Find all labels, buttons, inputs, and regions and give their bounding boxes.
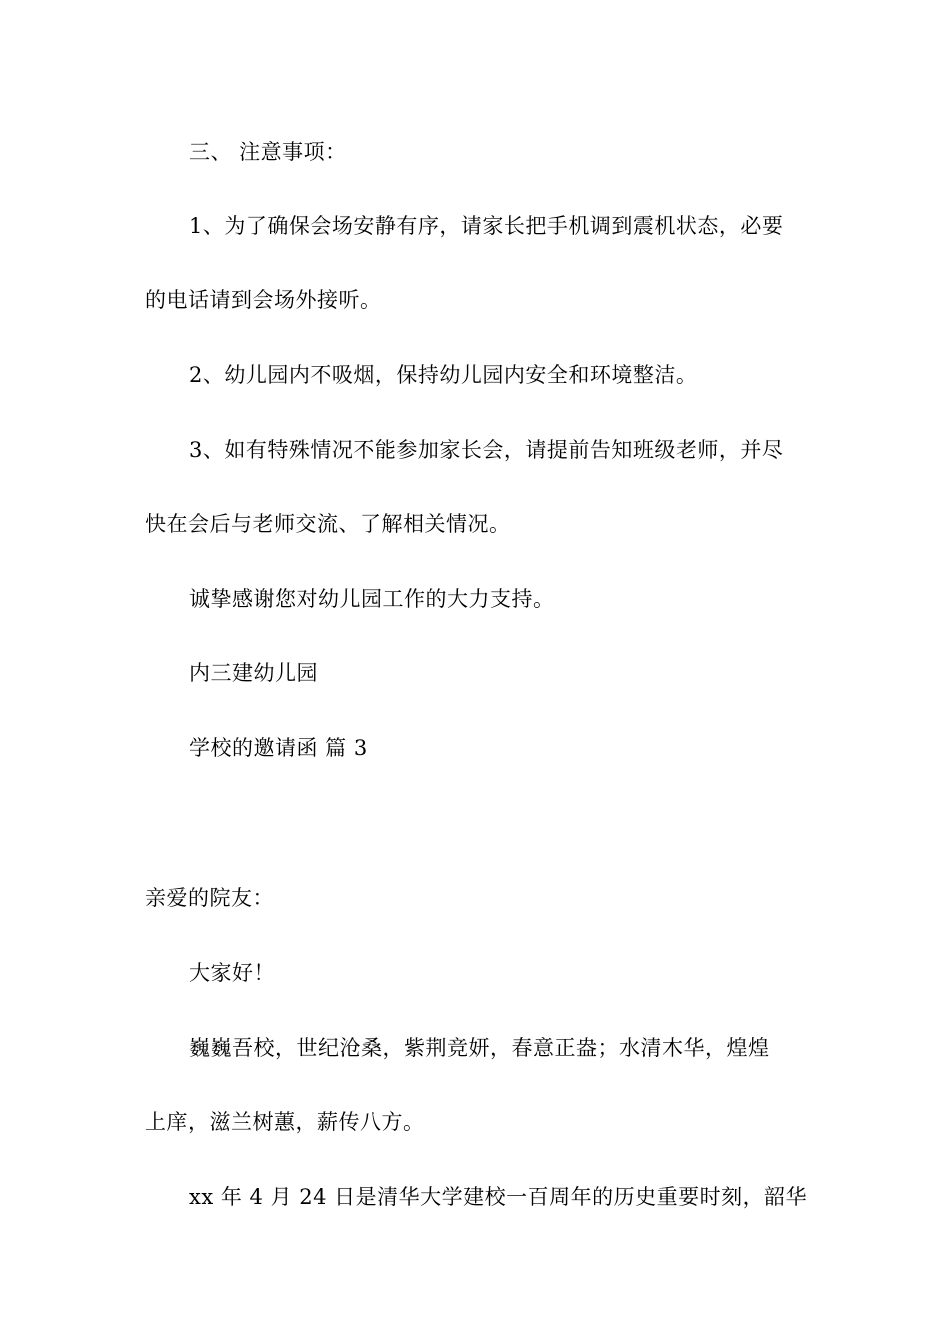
signature-line: 内三建幼儿园 — [189, 661, 318, 685]
paragraph-line: 3、如有特殊情况不能参加家长会，请提前告知班级老师，并尽 — [189, 438, 784, 462]
greeting: 大家好！ — [189, 961, 275, 985]
paragraph-line: 的电话请到会场外接听。 — [145, 288, 382, 312]
paragraph-line: 1、为了确保会场安静有序，请家长把手机调到震机状态，必要 — [189, 214, 784, 238]
paragraph-line: 2、幼儿园内不吸烟，保持幼儿园内安全和环境整洁。 — [189, 363, 698, 387]
paragraph-line: 巍巍吾校，世纪沧桑，紫荆竞妍，春意正盎；水清木华，煌煌 — [189, 1036, 770, 1060]
section-heading: 三、 注意事项： — [189, 140, 347, 164]
section-title: 学校的邀请函 篇 3 — [189, 736, 368, 760]
paragraph-line: 诚挚感谢您对幼儿园工作的大力支持。 — [189, 587, 555, 611]
salutation: 亲爱的院友： — [145, 886, 274, 910]
paragraph-line: 上庠，滋兰树蕙，薪传八方。 — [145, 1110, 425, 1134]
paragraph-line: 快在会后与老师交流、了解相关情况。 — [145, 512, 511, 536]
paragraph-line: xx 年 4 月 24 日是清华大学建校一百周年的历史重要时刻，韶华 — [189, 1185, 808, 1209]
